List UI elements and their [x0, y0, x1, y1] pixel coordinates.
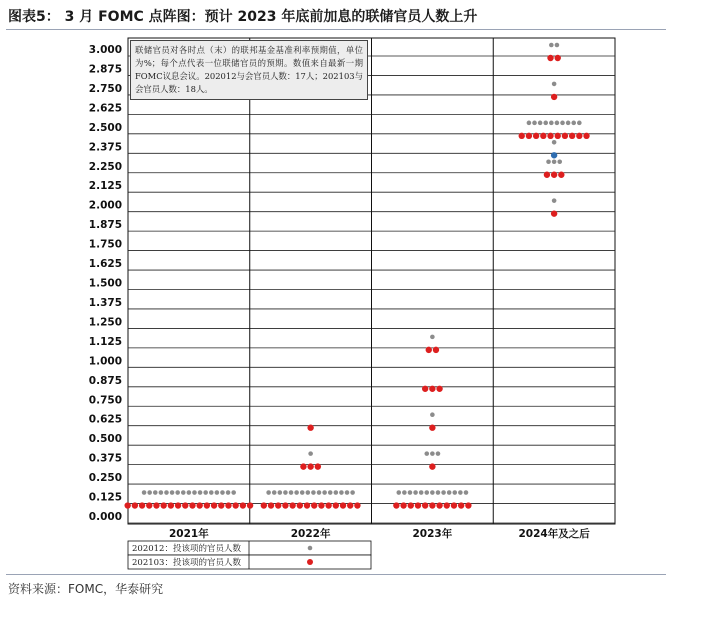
dot-202012 [552, 140, 557, 145]
dot-202103 [268, 502, 274, 508]
dot-202103 [132, 502, 138, 508]
dot-202103 [451, 502, 457, 508]
source-divider [6, 574, 666, 575]
dot-202012 [555, 121, 560, 126]
dot-202103 [583, 133, 589, 139]
dot-202103 [160, 502, 166, 508]
dot-202103 [340, 502, 346, 508]
dot-202012 [220, 490, 225, 495]
y-tick-label: 0.375 [88, 452, 122, 465]
legend-label: 202103：投该项的官员人数 [132, 558, 241, 568]
dot-202012 [198, 490, 203, 495]
figure-title: 图表5： 3 月 FOMC 点阵图：预计 2023 年底前加息的联储官员人数上升 [8, 9, 478, 25]
dot-202012 [560, 121, 565, 126]
dot-202103 [307, 425, 313, 431]
dot-202103 [422, 386, 428, 392]
dot-202012 [308, 451, 313, 456]
dot-202103 [315, 463, 321, 469]
y-tick-label: 0.875 [88, 374, 122, 387]
y-tick-label: 2.000 [88, 199, 122, 212]
source-note: 资料来源：FOMC，华泰研究 [8, 582, 164, 596]
y-tick-label: 3.000 [88, 44, 122, 56]
dot-202012 [549, 121, 554, 126]
dot-202103 [232, 502, 238, 508]
dot-202103 [153, 502, 159, 508]
dot-202103 [393, 502, 399, 508]
dot-202103 [433, 347, 439, 353]
dot-202103 [569, 133, 575, 139]
dot-202012 [306, 490, 311, 495]
dot-202103 [558, 172, 564, 178]
dot-202103 [325, 502, 331, 508]
y-tick-label: 1.250 [88, 316, 122, 329]
dot-202012 [546, 159, 551, 164]
y-tick-label: 0.250 [88, 472, 122, 485]
dot-202103 [547, 55, 553, 61]
chart-annotation [130, 40, 368, 100]
y-tick-label: 0.125 [88, 491, 122, 504]
dot-202012 [424, 490, 429, 495]
dot-202103 [551, 210, 557, 216]
dot-202012 [203, 490, 208, 495]
dot-202103 [429, 502, 435, 508]
dot-202012 [231, 490, 236, 495]
dot-202012 [413, 490, 418, 495]
dot-202012 [447, 490, 452, 495]
dot-202012 [289, 490, 294, 495]
dot-202103 [182, 502, 188, 508]
dot-202103 [426, 347, 432, 353]
dot-202012 [430, 490, 435, 495]
dot-202103 [562, 133, 568, 139]
dot-202103 [189, 502, 195, 508]
x-category-label: 2024年及之后 [518, 528, 590, 540]
dot-202012 [164, 490, 169, 495]
x-category-label: 2023年 [412, 528, 453, 540]
y-tick-label: 0.750 [88, 394, 122, 407]
dot-202012 [300, 490, 305, 495]
dot-202012 [334, 490, 339, 495]
dot-202012 [311, 490, 316, 495]
dot-202012 [339, 490, 344, 495]
dot-202103 [458, 502, 464, 508]
dot-202103 [519, 133, 525, 139]
dot-202012 [458, 490, 463, 495]
dot-202012 [396, 490, 401, 495]
dot-202103 [436, 502, 442, 508]
dot-202103 [465, 502, 471, 508]
dot-202103 [204, 502, 210, 508]
dot-202103 [247, 502, 253, 508]
dot-202103 [261, 502, 267, 508]
dot-202012 [181, 490, 186, 495]
dot-202012 [142, 490, 147, 495]
dot-202012 [549, 43, 554, 48]
dot-202103 [408, 502, 414, 508]
dot-202012 [552, 82, 557, 87]
legend-swatch [308, 546, 313, 551]
dot-202012 [577, 121, 582, 126]
dot-202012 [430, 412, 435, 417]
dot-202012 [552, 198, 557, 203]
dot-202103 [240, 502, 246, 508]
y-tick-label: 2.250 [88, 160, 122, 173]
y-tick-label: 0.625 [88, 413, 122, 426]
dot-202103 [304, 502, 310, 508]
dot-202012 [350, 490, 355, 495]
dot-202103 [526, 133, 532, 139]
y-tick-label: 2.750 [88, 82, 122, 95]
dot-202012 [527, 121, 532, 126]
dot-202012 [317, 490, 322, 495]
dot-202103 [300, 463, 306, 469]
dot-202103 [444, 502, 450, 508]
dot-202012 [464, 490, 469, 495]
dot-202012 [147, 490, 152, 495]
dot-202012 [345, 490, 350, 495]
x-category-label: 2022年 [290, 528, 331, 540]
dot-202103 [533, 133, 539, 139]
dot-202103 [307, 463, 313, 469]
dot-202012 [424, 451, 429, 456]
dot-202012 [266, 490, 271, 495]
dot-202012 [441, 490, 446, 495]
dot-202103 [576, 133, 582, 139]
y-tick-label: 1.625 [88, 258, 122, 271]
dot-202012 [294, 490, 299, 495]
dot-202103 [124, 502, 130, 508]
y-tick-label: 1.875 [88, 219, 122, 232]
annotation-text: 联储官员对各时点（末）的联邦基金基准利率预期值，单位为%；每个点代表一位联储官员的预期。数值来自最新一期FOMC议息会议。202012与会官员人数：17人；202103与会官员人数：18人。 [135, 45, 363, 94]
dot-202103 [139, 502, 145, 508]
dot-202012 [153, 490, 158, 495]
dot-202103 [429, 425, 435, 431]
dot-202012 [430, 335, 435, 340]
dot-202012 [430, 451, 435, 456]
dot-202103 [196, 502, 202, 508]
dot-202012 [532, 121, 537, 126]
dot-202103 [225, 502, 231, 508]
dot-202103 [400, 502, 406, 508]
dot-202103 [551, 172, 557, 178]
dot-202103 [289, 502, 295, 508]
y-tick-label: 0.500 [88, 433, 122, 446]
dot-202012 [538, 121, 543, 126]
dot-202012 [402, 490, 407, 495]
dot-202103 [218, 502, 224, 508]
dot-202103 [168, 502, 174, 508]
dot-202012 [192, 490, 197, 495]
legend-swatch [307, 559, 313, 565]
dot-202012 [555, 43, 560, 48]
legend-label: 202012：投该项的官员人数 [132, 544, 241, 554]
dot-202012 [278, 490, 283, 495]
dot-202103 [540, 133, 546, 139]
y-tick-label: 2.125 [88, 180, 122, 193]
dot-202103 [333, 502, 339, 508]
dot-202103 [429, 386, 435, 392]
dot-202103 [551, 94, 557, 100]
dot-202103 [551, 152, 557, 158]
dot-202012 [226, 490, 231, 495]
dot-202103 [311, 502, 317, 508]
dot-202103 [544, 172, 550, 178]
dot-202012 [543, 121, 548, 126]
dot-202103 [422, 502, 428, 508]
dot-202012 [552, 159, 557, 164]
dot-202012 [557, 159, 562, 164]
y-tick-label: 1.000 [88, 355, 122, 368]
y-tick-label: 1.750 [88, 238, 122, 251]
y-tick-label: 2.875 [88, 63, 122, 76]
dot-202103 [547, 133, 553, 139]
dot-202103 [275, 502, 281, 508]
dot-202012 [436, 490, 441, 495]
dot-202012 [566, 121, 571, 126]
dot-202103 [175, 502, 181, 508]
dot-202103 [429, 463, 435, 469]
dot-202012 [215, 490, 220, 495]
x-category-label: 2021年 [169, 528, 209, 540]
dot-202103 [347, 502, 353, 508]
dot-202103 [318, 502, 324, 508]
dot-202012 [322, 490, 327, 495]
y-tick-label: 1.125 [88, 335, 122, 348]
dot-202012 [283, 490, 288, 495]
dot-202012 [419, 490, 424, 495]
dot-202103 [354, 502, 360, 508]
dot-202103 [415, 502, 421, 508]
dot-202103 [211, 502, 217, 508]
y-tick-label: 1.375 [88, 296, 122, 309]
dot-202012 [209, 490, 214, 495]
y-tick-label: 2.500 [88, 121, 122, 134]
dot-202012 [328, 490, 333, 495]
dot-202012 [436, 451, 441, 456]
y-tick-label: 2.375 [88, 141, 122, 154]
dot-202012 [170, 490, 175, 495]
dot-202103 [555, 55, 561, 61]
dot-202012 [187, 490, 192, 495]
dot-202012 [408, 490, 413, 495]
y-tick-label: 0.000 [88, 511, 122, 523]
dot-202012 [452, 490, 457, 495]
y-tick-label: 1.500 [88, 277, 122, 290]
dot-202103 [282, 502, 288, 508]
y-tick-label: 2.625 [88, 102, 122, 115]
dot-202012 [272, 490, 277, 495]
dot-202103 [146, 502, 152, 508]
dot-202103 [297, 502, 303, 508]
dot-202012 [571, 121, 576, 126]
dot-202103 [555, 133, 561, 139]
dot-202103 [436, 386, 442, 392]
dot-202012 [159, 490, 164, 495]
dot-202012 [175, 490, 180, 495]
